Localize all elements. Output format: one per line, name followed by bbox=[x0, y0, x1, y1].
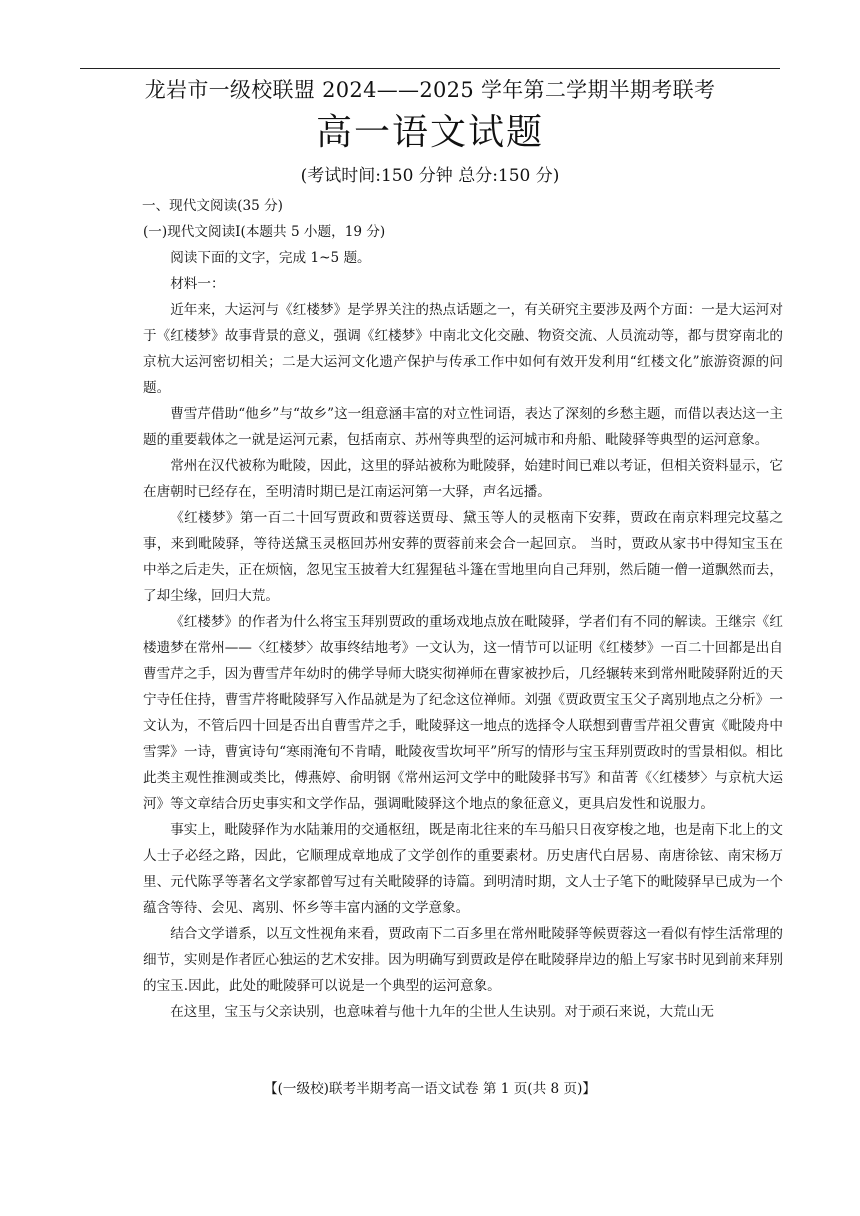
instruction-text: 阅读下面的文字，完成 1~5 题。 bbox=[170, 250, 371, 266]
paragraph: 在这里，宝玉与父亲诀别，也意味着与他十九年的尘世人生诀别。对于顽石来说，大荒山无 bbox=[170, 1004, 714, 1020]
paragraph: 曹雪芹借助“他乡”与“故乡”这一组意涵丰富的对立性词语，表达了深刻的乡愁主题，而借以表达这一主题的重要载体之一就是运河元素，包括南京、苏州等典型的运河城市和舟船、毗陵驿等典型的运河意象。 bbox=[143, 406, 783, 448]
header-rule bbox=[80, 68, 780, 69]
page-title: 高一语文试题 bbox=[315, 112, 544, 153]
paragraph: 常州在汉代被称为毗陵，因此，这里的驿站被称为毗陵驿，始建时间已难以考证，但相关资料显示，它在唐朝时已经存在，至明清时期已是江南运河第一大驿，声名远播。 bbox=[143, 458, 783, 500]
section-heading: 一、现代文阅读(35 分) bbox=[142, 198, 283, 214]
paragraph: 事实上，毗陵驿作为水陆兼用的交通枢纽，既是南北往来的车马船只日夜穿梭之地，也是南下北上的文人士子必经之路，因此，它顺理成章地成了文学创作的重要素材。历史唐代白居易、南唐徐铉、南宋杨万里、元代陈孚等著名文学家都曾写过有关毗陵驿的诗篇。到明清时期，文人士子笔下的毗陵驿早已成为一个蕴含等待、会见、离别、怀乡等丰富内涵的文学意象。 bbox=[143, 822, 783, 916]
exam-header: 龙岩市一级校联盟 2024——2025 学年第二学期半期考联考 bbox=[144, 78, 716, 102]
exam-info: (考试时间:150 分钟 总分:150 分) bbox=[300, 166, 560, 186]
paragraph: 近年来，大运河与《红楼梦》是学界关注的热点话题之一，有关研究主要涉及两个方面：一是大运河对于《红楼梦》故事背景的意义，强调《红楼梦》中南北文化交融、物资交流、人员流动等，都与贯穿南北的京杭大运河密切相关；二是大运河文化遗产保护与传承工作中如何有效开发利用“红楼文化”旅游资源的问题。 bbox=[143, 302, 783, 396]
paragraph: 《红楼梦》的作者为什么将宝玉拜别贾政的重场戏地点放在毗陵驿，学者们有不同的解读。王继宗《红楼遗梦在常州——〈红楼梦〉故事终结地考》一文认为，这一情节可以证明《红楼梦》一百二十回都是出自曹雪芹之手，因为曹雪芹年幼时的佛学导师大晓实彻禅师在曹家被抄后，几经辗转来到常州毗陵驿附近的天宁寺任住持，曹雪芹将毗陵驿写入作品就是为了纪念这位禅师。刘强《贾政贾宝玉父子离别地点之分析》一文认为，不管后四十回是否出自曹雪芹之手，毗陵驿这一地点的选择令人联想到曹雪芹祖父曹寅《毗陵舟中雪霁》一诗，曹寅诗句“寒雨淹旬不肯晴，毗陵夜雪坎坷平”所写的情形与宝玉拜别贾政时的雪景相似。相比此类主观性推测或类比，傅燕婷、俞明钢《常州运河文学中的毗陵驿书写》和苗菁《〈红楼梦〉与京杭大运河》等文章结合历史事实和文学作品，强调毗陵驿这个地点的象征意义，更具启发性和说服力。 bbox=[143, 614, 783, 812]
subsection-heading: (一)现代文阅读Ⅰ(本题共 5 小题，19 分) bbox=[143, 224, 386, 240]
material-label: 材料一： bbox=[170, 276, 225, 292]
page-footer: 【(一级校)联考半期考高一语文试卷 第 1 页(共 8 页)】 bbox=[264, 1081, 596, 1097]
paragraph: 《红楼梦》第一百二十回写贾政和贾蓉送贾母、黛玉等人的灵柩南下安葬，贾政在南京料理完坟墓之事，来到毗陵驿，等待送黛玉灵柩回苏州安葬的贾蓉前来会合一起回京。 当时，贾政从家书中得知宝玉在中举之后走失，正在烦恼，忽见宝玉披着大红猩猩毡斗篷在雪地里向自己拜别，然后随一僧一道飘然而去，了却尘缘，回归大荒。 bbox=[143, 510, 783, 604]
paragraph: 结合文学谱系，以互文性视角来看，贾政南下二百多里在常州毗陵驿等候贾蓉这一看似有悖生活常理的细节，实则是作者匠心独运的艺术安排。因为明确写到贾政是停在毗陵驿岸边的船上写家书时见到前来拜别的宝玉.因此，此处的毗陵驿可以说是一个典型的运河意象。 bbox=[143, 926, 783, 994]
document-body bbox=[143, 193, 783, 1025]
